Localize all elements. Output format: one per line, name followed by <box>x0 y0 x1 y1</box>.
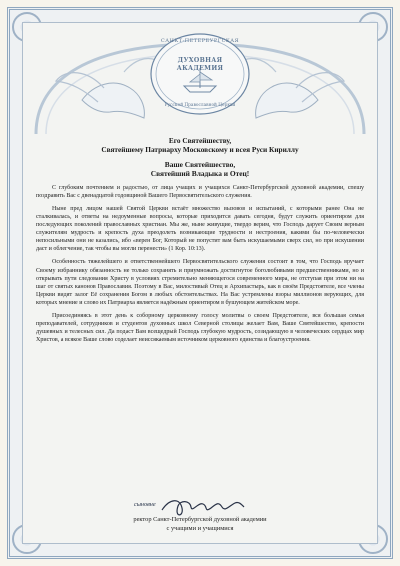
signer-line2: с учащими и учащимися <box>166 524 234 532</box>
header-ornament <box>28 26 372 136</box>
seal-title-line1: ДУХОВНАЯ <box>177 57 223 64</box>
seal-title <box>146 57 254 73</box>
letter-content <box>36 136 364 349</box>
signer-title <box>36 516 364 534</box>
letter-paragraph: Присоединяясь в этот день к соборному церковному голосу молитвы о своем Предстоятеле, вся большая семья преподавателей, сотрудников и студентов духовных школ Северной столицы желает Вам, Ваше Святейшество, крепости душевных и телесных сил. Да подаст Вам всещедрый Господь глубокую мудрость, созидающую в человеческих сердцах мир Христов, а всякое Ваше слово соделает неиссякаемым источником церковного единства и благоустроения. <box>36 313 364 344</box>
salutation <box>36 160 364 179</box>
salutation-line1: Ваше Святейшество, <box>164 160 236 170</box>
letter-paragraph: С глубоким почтением и радостью, от лица учащих и учащихся Санкт-Петербургской духовной академии, спешу поздравить Вас с двенадцатой годовщиной Вашего Первосвятительского служения. <box>36 184 364 199</box>
seal-bottom-text: Русской Православной Церкви <box>164 103 236 108</box>
seal-top-text: САНКТ-ПЕТЕРБУРГСКАЯ <box>160 38 240 44</box>
letter-paragraph: Особенность тяжелейшего и ответственнейшего Первосвятительского служения состоит в том, что Господь вручает Своему избраннику обязанность не только сохранять и приумножать достигнутое боголюбивыми предшественниками, но и открывать пути следования Христу в условиях стремительно меняющегося современного мира, не отступая при этом ни на шаг от святых канонов Православия. Поэтому в Вас, милостивый Отец и Архипастырь, как в своём Предстоятеле, все члены Церкви видят залог Её сохранения Богом в любых обстоятельствах. На Вас устремлены взоры миллионов верующих, для которых мнение и слово их Патриарха является надёжным ориентиром в бушующем житейском море. <box>36 259 364 306</box>
signature-block <box>36 498 364 544</box>
recipient-address <box>36 136 364 154</box>
seal-title-line2: АКАДЕМИЯ <box>176 64 224 72</box>
address-line1: Его Святейшеству, <box>168 136 232 145</box>
letter-paragraph: Ныне пред лицом нашей Святой Церкви встаёт множество вызовов и испытаний, с которыми ранее Она не сталкивалась, и ответы на недоуменные вопросы, которые приходится давать сегодня, будут служить ориентиром для последующих поколений православных христиан. Мы же, ныне живущие, твердо верим, что Господь дарует Своим верным служителям мудрость и крепость духа преодолеть возникающие трудности и нестроения, какими бы по-человечески непосильными они не казались, ибо «верен Бог, Который не попустит вам быть искушаемыми сверх сил, но при искушении даст и облегчение, так чтобы вы могли перенести» (1 Кор. 10:13). <box>36 205 364 253</box>
signer-line1: ректор Санкт-Петербургской духовной академии <box>133 516 267 523</box>
closing-word: сыновне <box>134 501 156 508</box>
academy-seal <box>146 28 254 120</box>
salutation-line2: Святейший Владыка и Отец! <box>150 169 250 179</box>
address-line2: Святейшему Патриарху Московскому и всея Руси Кириллу <box>101 145 299 155</box>
